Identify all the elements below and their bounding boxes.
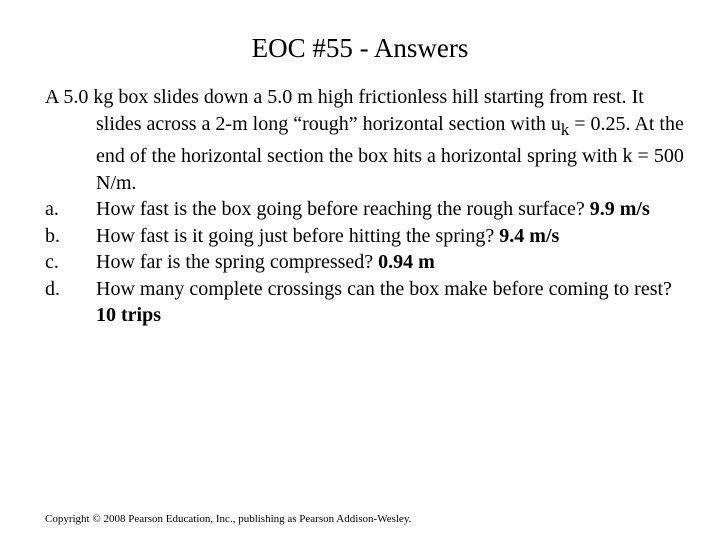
slide-title: EOC #55 - Answers bbox=[251, 33, 469, 63]
part-question: How many complete crossings can the box make before coming to rest? bbox=[96, 277, 672, 300]
stem-text-end: = 0.25. At the end of the horizontal section the box hits a horizontal spring with k = 500 N/m. bbox=[96, 112, 684, 194]
part-answer: 9.4 m/s bbox=[499, 224, 560, 247]
part-letter: d. bbox=[45, 277, 60, 300]
part-b bbox=[45, 223, 685, 250]
stem-text-start: A 5.0 kg box slides down a 5.0 m high frictionless hill starting from rest. It slides across a 2-m long “rough” horizontal section with u bbox=[45, 86, 644, 135]
part-c bbox=[45, 249, 685, 276]
copyright-notice: Copyright © 2008 Pearson Education, Inc., publishing as Pearson Addison-Wesley. bbox=[45, 513, 412, 525]
friction-subscript: k bbox=[560, 119, 570, 139]
part-answer: 9.9 m/s bbox=[589, 198, 650, 220]
part-body bbox=[96, 276, 685, 329]
part-letter: c. bbox=[45, 251, 59, 273]
part-letter: a. bbox=[45, 198, 59, 220]
part-a bbox=[45, 196, 685, 223]
part-body bbox=[96, 223, 685, 250]
part-body bbox=[96, 196, 685, 223]
part-answer: 10 trips bbox=[96, 304, 161, 326]
part-question: How fast is it going just before hitting the spring? bbox=[96, 224, 500, 247]
part-answer: 0.94 m bbox=[378, 251, 435, 273]
problem-text bbox=[45, 84, 685, 329]
part-question: How far is the spring compressed? bbox=[96, 251, 379, 273]
part-letter: b. bbox=[45, 224, 60, 247]
part-question: How fast is the box going before reaching the rough surface? bbox=[96, 198, 590, 220]
part-d bbox=[45, 276, 685, 329]
part-body bbox=[96, 249, 685, 276]
problem-stem bbox=[45, 84, 685, 196]
